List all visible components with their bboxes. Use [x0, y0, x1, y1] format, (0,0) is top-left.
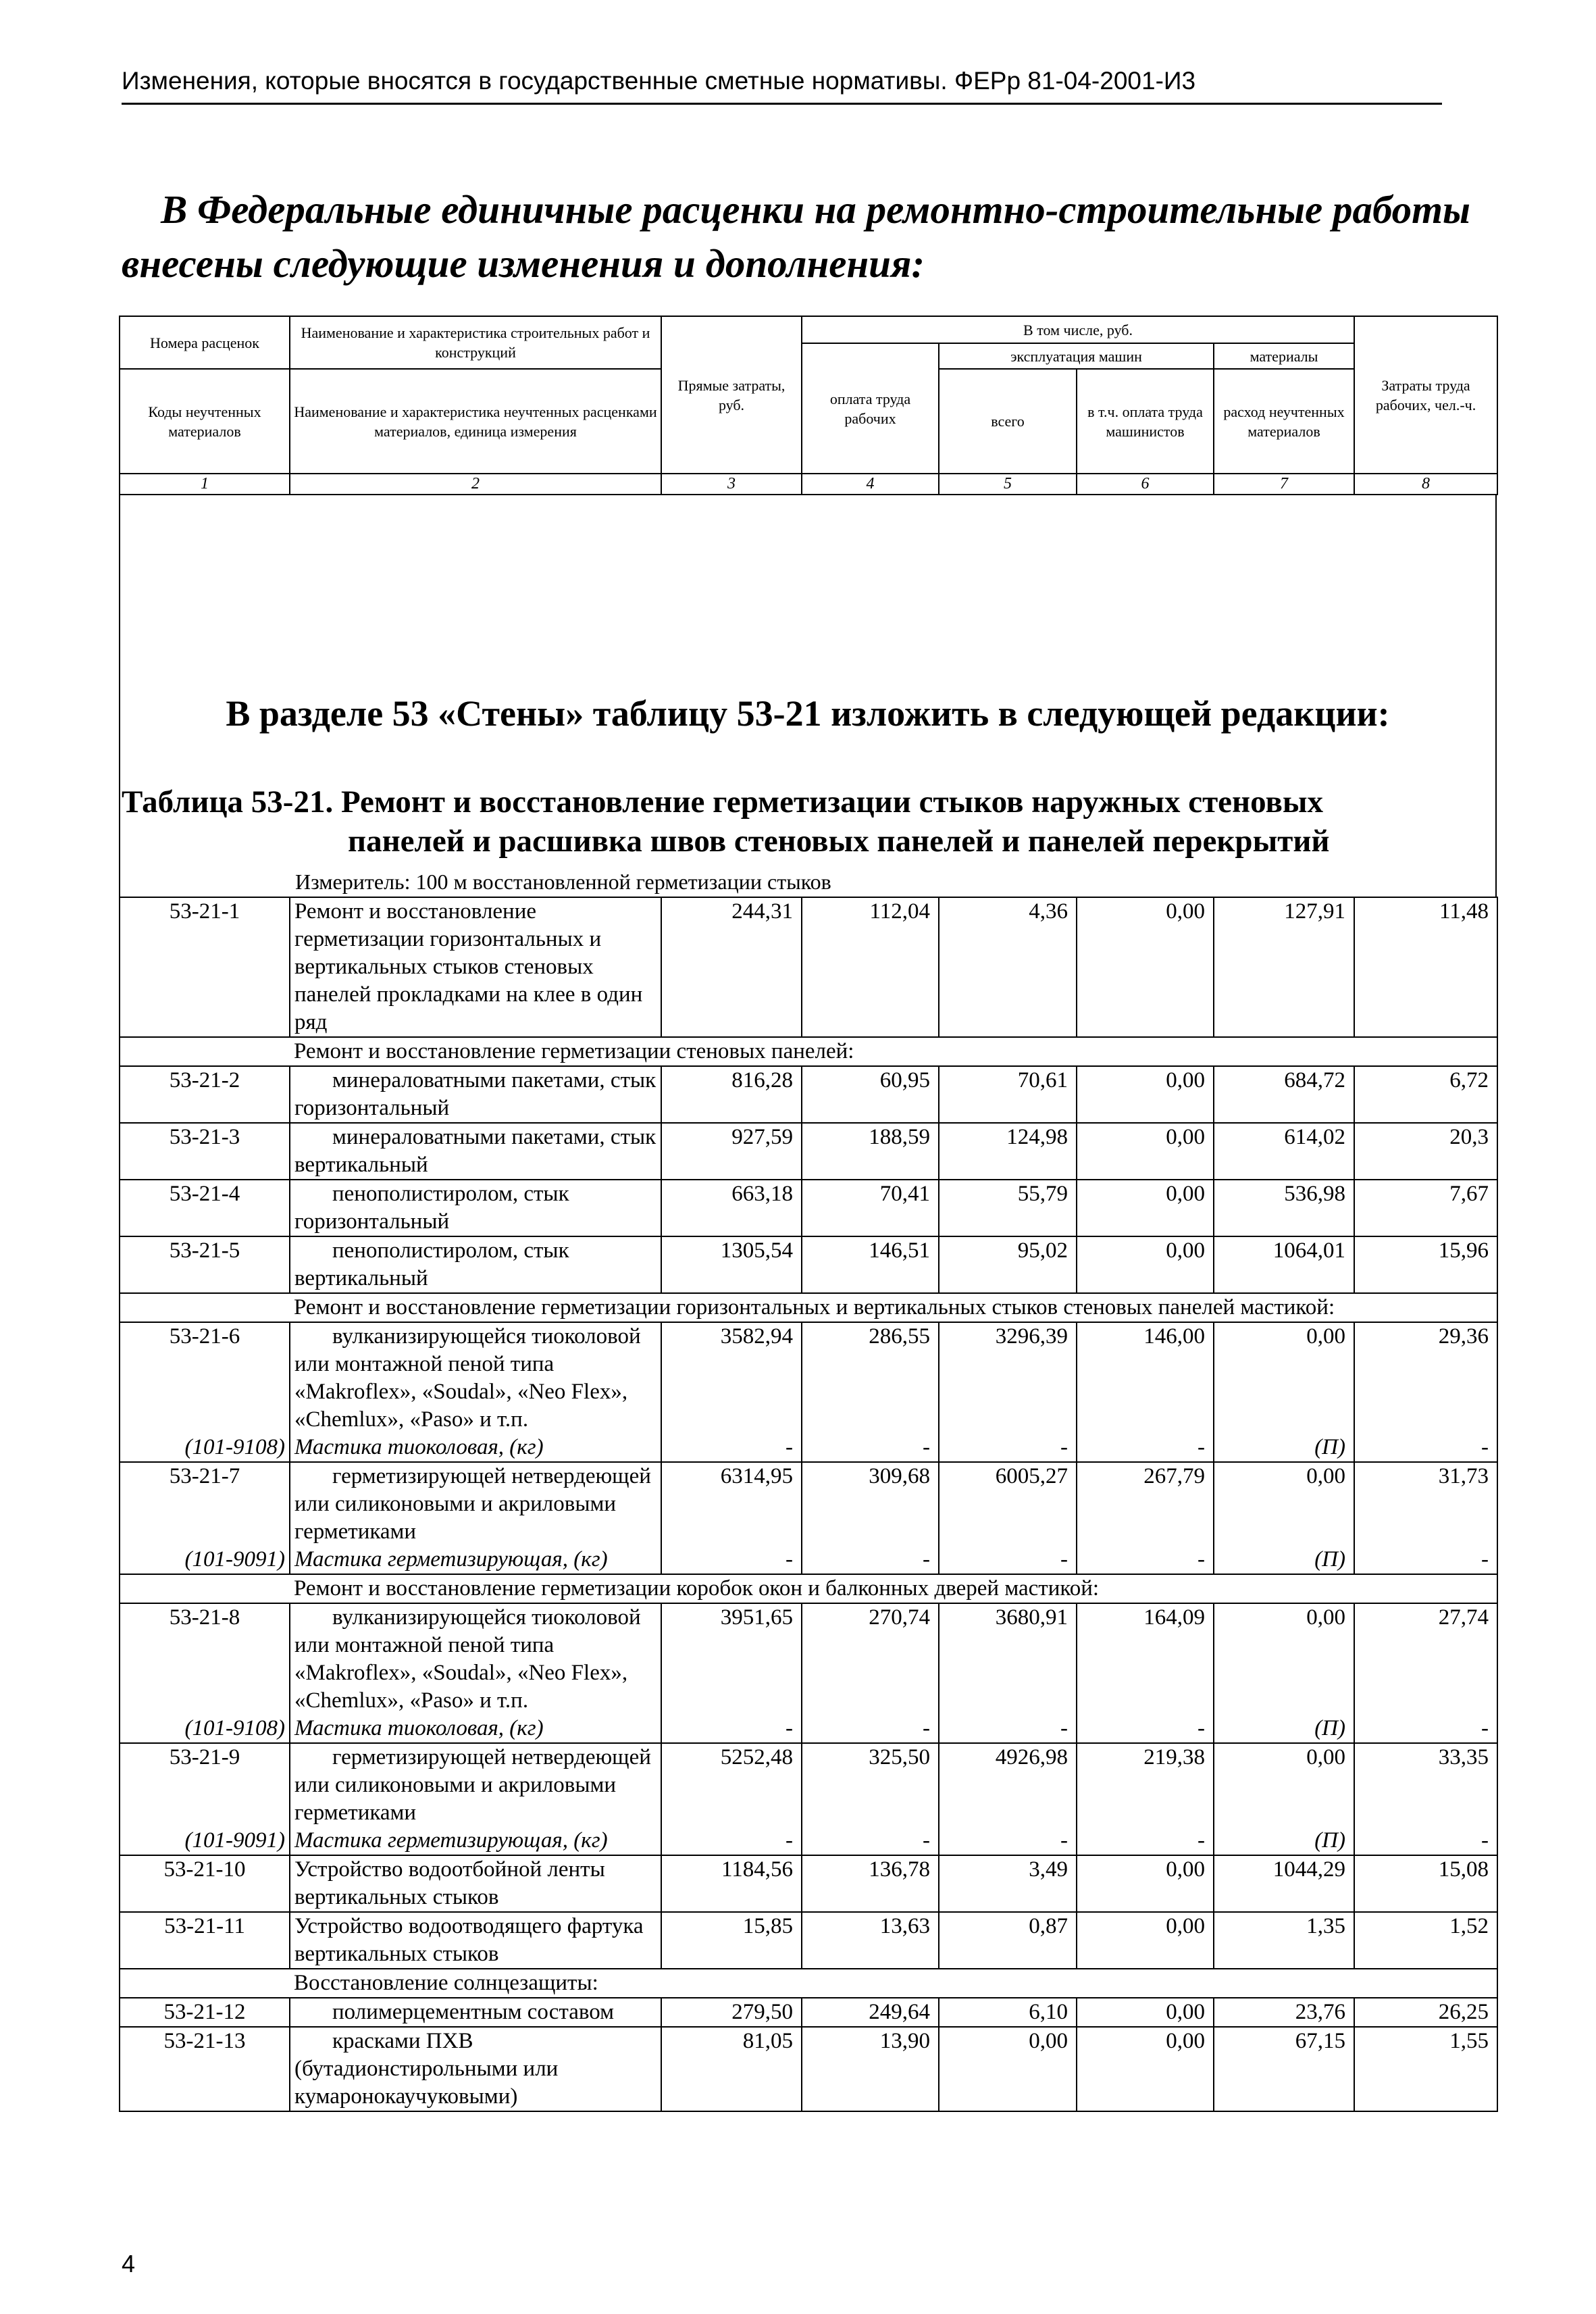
header-material-names: Наименование и характеристика неучтенных расценками материалов, единица измерения — [290, 369, 661, 474]
labor-hours: 33,35 — [1354, 1743, 1497, 1827]
group-heading: Восстановление солнцезащиты: — [290, 1969, 1497, 1998]
machines-total: 6,10 — [939, 1998, 1077, 2027]
rate-name — [290, 1066, 661, 1123]
column-header-table — [119, 316, 1498, 495]
worker-pay: 13,63 — [802, 1912, 939, 1969]
material-name — [290, 1434, 661, 1462]
group-heading: Ремонт и восстановление герметизации горизонтальных и вертикальных стыков стеновых панелей мастикой: — [290, 1293, 1497, 1322]
operator-pay: 0,00 — [1077, 1912, 1214, 1969]
rate-name — [290, 1998, 661, 2027]
material-code-text: (101-9108) — [184, 1716, 285, 1740]
table-title — [122, 782, 1493, 861]
operator-pay: 0,00 — [1077, 2027, 1214, 2111]
table-row — [120, 1322, 1497, 1434]
material-value: - — [1077, 1546, 1214, 1574]
table-row — [120, 1998, 1497, 2027]
table-row — [120, 1743, 1497, 1827]
operator-pay: 0,00 — [1077, 1066, 1214, 1123]
material-name-text: Мастика герметизирующая, (кг) — [294, 1828, 608, 1853]
material-name — [290, 1546, 661, 1574]
header-operator-pay: в т.ч. оплата труда машинистов — [1077, 369, 1214, 474]
document-title-line-2: внесены следующие изменения и дополнения: — [122, 241, 925, 286]
worker-pay: 146,51 — [802, 1236, 939, 1293]
header-direct-costs: Прямые затраты, руб. — [661, 316, 802, 474]
header-including: В том числе, руб. — [802, 316, 1354, 343]
column-number: 1 — [120, 474, 290, 495]
group-code-cell — [120, 1293, 290, 1322]
header-labor-costs: Затраты труда рабочих, чел.-ч. — [1354, 316, 1497, 474]
rate-name-text: полимерцементным составом — [332, 2000, 614, 2024]
material-value — [1214, 1827, 1354, 1855]
table-row — [120, 1912, 1497, 1969]
materials: 1,35 — [1214, 1912, 1354, 1969]
material-value: - — [661, 1546, 802, 1574]
rate-name — [290, 1180, 661, 1236]
material-value: - — [939, 1434, 1077, 1462]
material-usage-mark: (П) — [1314, 1716, 1345, 1740]
worker-pay: 13,90 — [802, 2027, 939, 2111]
operator-pay: 0,00 — [1077, 897, 1214, 1037]
material-name-text: Мастика тиоколовая, (кг) — [294, 1435, 544, 1459]
rate-code: 53-21-2 — [120, 1066, 290, 1123]
measurement-unit: Измеритель: 100 м восстановленной герметизации стыков — [295, 870, 831, 894]
rate-code: 53-21-8 — [120, 1603, 290, 1715]
direct-costs: 3951,65 — [661, 1603, 802, 1715]
rate-code: 53-21-4 — [120, 1180, 290, 1236]
column-number: 6 — [1077, 474, 1214, 495]
page-number: 4 — [122, 2250, 136, 2278]
material-value: - — [939, 1546, 1077, 1574]
materials: 684,72 — [1214, 1066, 1354, 1123]
labor-hours: 7,67 — [1354, 1180, 1497, 1236]
rate-name — [290, 1743, 661, 1827]
rate-name — [290, 1462, 661, 1546]
table-row — [120, 1066, 1497, 1123]
direct-costs: 663,18 — [661, 1180, 802, 1236]
direct-costs: 816,28 — [661, 1066, 802, 1123]
group-heading: Ремонт и восстановление герметизации стеновых панелей: — [290, 1037, 1497, 1066]
header-work-name: Наименование и характеристика строительных работ и конструкций — [290, 316, 661, 369]
material-code — [120, 1715, 290, 1743]
rate-code: 53-21-3 — [120, 1123, 290, 1180]
rate-code: 53-21-9 — [120, 1743, 290, 1827]
material-value: - — [1354, 1715, 1497, 1743]
table-row — [120, 1180, 1497, 1236]
material-value — [1214, 1546, 1354, 1574]
rate-code: 53-21-11 — [120, 1912, 290, 1969]
header-machines: эксплуатация машин — [939, 343, 1214, 369]
operator-pay: 267,79 — [1077, 1462, 1214, 1546]
group-code-cell — [120, 1969, 290, 1998]
direct-costs: 5252,48 — [661, 1743, 802, 1827]
direct-costs: 1184,56 — [661, 1855, 802, 1912]
rate-code: 53-21-1 — [120, 897, 290, 1037]
material-value: - — [1077, 1827, 1214, 1855]
direct-costs: 1305,54 — [661, 1236, 802, 1293]
column-number: 7 — [1214, 474, 1354, 495]
table-row — [120, 1603, 1497, 1715]
group-row — [120, 1969, 1497, 1998]
column-number: 4 — [802, 474, 939, 495]
group-heading: Ремонт и восстановление герметизации коробок окон и балконных дверей мастикой: — [290, 1574, 1497, 1603]
material-code-text: (101-9108) — [184, 1435, 285, 1459]
machines-total: 3,49 — [939, 1855, 1077, 1912]
labor-hours: 1,52 — [1354, 1912, 1497, 1969]
machines-total: 70,61 — [939, 1066, 1077, 1123]
table-row — [120, 897, 1497, 1037]
direct-costs: 81,05 — [661, 2027, 802, 2111]
material-value: - — [802, 1715, 939, 1743]
table-row — [120, 2027, 1497, 2111]
material-value: - — [1077, 1715, 1214, 1743]
material-value — [1214, 1434, 1354, 1462]
material-value: - — [802, 1434, 939, 1462]
material-value: - — [661, 1434, 802, 1462]
machines-total: 4,36 — [939, 897, 1077, 1037]
header-worker-pay: оплата труда рабочих — [802, 343, 939, 474]
direct-costs: 6314,95 — [661, 1462, 802, 1546]
machines-total: 55,79 — [939, 1180, 1077, 1236]
machines-total: 0,87 — [939, 1912, 1077, 1969]
direct-costs: 927,59 — [661, 1123, 802, 1180]
material-value: - — [661, 1827, 802, 1855]
header-rate-numbers: Номера расценок — [120, 316, 290, 369]
header-materials: материалы — [1214, 343, 1354, 369]
table-title-line-2: панелей и расшивка швов стеновых панелей и панелей перекрытий — [348, 824, 1330, 859]
rate-name — [290, 1322, 661, 1434]
rate-name-text: красками ПХВ (бутадионстирольными или кумаронокаучуковыми) — [294, 2029, 559, 2109]
machines-total: 4926,98 — [939, 1743, 1077, 1827]
material-code-text: (101-9091) — [184, 1828, 285, 1853]
machines-total: 6005,27 — [939, 1462, 1077, 1546]
material-row — [120, 1715, 1497, 1743]
worker-pay: 70,41 — [802, 1180, 939, 1236]
material-row — [120, 1546, 1497, 1574]
material-code — [120, 1546, 290, 1574]
materials: 0,00 — [1214, 1322, 1354, 1434]
materials: 127,91 — [1214, 897, 1354, 1037]
table-title-line-1: Таблица 53-21. Ремонт и восстановление герметизации стыков наружных стеновых — [122, 784, 1324, 820]
material-value: - — [1354, 1546, 1497, 1574]
material-value: - — [1077, 1434, 1214, 1462]
material-name — [290, 1715, 661, 1743]
material-code — [120, 1827, 290, 1855]
rate-code: 53-21-12 — [120, 1998, 290, 2027]
table-row — [120, 1855, 1497, 1912]
worker-pay: 309,68 — [802, 1462, 939, 1546]
operator-pay: 0,00 — [1077, 1855, 1214, 1912]
machines-total: 95,02 — [939, 1236, 1077, 1293]
machines-total: 3296,39 — [939, 1322, 1077, 1434]
column-number: 5 — [939, 474, 1077, 495]
operator-pay: 0,00 — [1077, 1236, 1214, 1293]
table-row — [120, 1123, 1497, 1180]
rate-name — [290, 1236, 661, 1293]
materials: 0,00 — [1214, 1603, 1354, 1715]
rate-name — [290, 1123, 661, 1180]
rate-name-text: герметизирующей нетвердеющей или силиконовыми и акриловыми герметиками — [294, 1745, 651, 1825]
running-header: Изменения, которые вносятся в государственные сметные нормативы. ФЕРр 81-04-2001-И3 — [122, 65, 1442, 105]
materials: 614,02 — [1214, 1123, 1354, 1180]
rate-name: Устройство водоотбойной ленты вертикальных стыков — [290, 1855, 661, 1912]
material-name-text: Мастика герметизирующая, (кг) — [294, 1547, 608, 1571]
material-value: - — [802, 1827, 939, 1855]
worker-pay: 112,04 — [802, 897, 939, 1037]
rate-name-text: минераловатными пакетами, стык вертикальный — [294, 1125, 657, 1177]
machines-total: 3680,91 — [939, 1603, 1077, 1715]
header-material-codes: Коды неучтенных материалов — [120, 369, 290, 474]
worker-pay: 249,64 — [802, 1998, 939, 2027]
direct-costs: 15,85 — [661, 1912, 802, 1969]
operator-pay: 0,00 — [1077, 1180, 1214, 1236]
material-value: - — [939, 1827, 1077, 1855]
rate-name-text: вулканизирующейся тиоколовой или монтажной пеной типа «Makroflex», «Soudal», «Neo Flex», «Chemlux», «Paso» и т.п. — [294, 1324, 641, 1432]
header-machines-total: всего — [939, 369, 1077, 474]
rate-name — [290, 1603, 661, 1715]
rate-code: 53-21-5 — [120, 1236, 290, 1293]
group-code-cell — [120, 1037, 290, 1066]
materials: 67,15 — [1214, 2027, 1354, 2111]
materials: 536,98 — [1214, 1180, 1354, 1236]
rate-name-text: пенополистиролом, стык горизонтальный — [294, 1182, 569, 1234]
rates-table — [119, 897, 1498, 2112]
materials: 23,76 — [1214, 1998, 1354, 2027]
rate-code: 53-21-10 — [120, 1855, 290, 1912]
direct-costs: 244,31 — [661, 897, 802, 1037]
machines-total: 0,00 — [939, 2027, 1077, 2111]
material-name — [290, 1827, 661, 1855]
direct-costs: 279,50 — [661, 1998, 802, 2027]
material-row — [120, 1827, 1497, 1855]
labor-hours: 6,72 — [1354, 1066, 1497, 1123]
rate-name — [290, 2027, 661, 2111]
labor-hours: 31,73 — [1354, 1462, 1497, 1546]
rate-name: Устройство водоотводящего фартука вертикальных стыков — [290, 1912, 661, 1969]
materials: 0,00 — [1214, 1743, 1354, 1827]
labor-hours: 15,08 — [1354, 1855, 1497, 1912]
column-number: 2 — [290, 474, 661, 495]
rate-name-text: минераловатными пакетами, стык горизонтальный — [294, 1068, 657, 1120]
rate-name-text: пенополистиролом, стык вертикальный — [294, 1238, 569, 1290]
rate-code: 53-21-13 — [120, 2027, 290, 2111]
operator-pay: 219,38 — [1077, 1743, 1214, 1827]
direct-costs: 3582,94 — [661, 1322, 802, 1434]
operator-pay: 0,00 — [1077, 1123, 1214, 1180]
section-heading: В разделе 53 «Стены» таблицу 53-21 изложить в следующей редакции: — [226, 693, 1390, 734]
labor-hours: 27,74 — [1354, 1603, 1497, 1715]
header-material-usage: расход неучтенных материалов — [1214, 369, 1354, 474]
material-value: - — [1354, 1827, 1497, 1855]
material-value: - — [1354, 1434, 1497, 1462]
column-number: 8 — [1354, 474, 1497, 495]
machines-total: 124,98 — [939, 1123, 1077, 1180]
group-row — [120, 1293, 1497, 1322]
rate-name-text: вулканизирующейся тиоколовой или монтажной пеной типа «Makroflex», «Soudal», «Neo Flex», «Chemlux», «Paso» и т.п. — [294, 1605, 641, 1713]
operator-pay: 146,00 — [1077, 1322, 1214, 1434]
rate-name: Ремонт и восстановление герметизации горизонтальных и вертикальных стыков стеновых панелей прокладками на клее в один ряд — [290, 897, 661, 1037]
operator-pay: 0,00 — [1077, 1998, 1214, 2027]
material-code-text: (101-9091) — [184, 1547, 285, 1571]
material-usage-mark: (П) — [1314, 1547, 1345, 1571]
document-title — [122, 182, 1486, 291]
operator-pay: 164,09 — [1077, 1603, 1214, 1715]
labor-hours: 29,36 — [1354, 1322, 1497, 1434]
table-row — [120, 1462, 1497, 1546]
material-name-text: Мастика тиоколовая, (кг) — [294, 1716, 544, 1740]
labor-hours: 11,48 — [1354, 897, 1497, 1037]
group-code-cell — [120, 1574, 290, 1603]
labor-hours: 20,3 — [1354, 1123, 1497, 1180]
materials: 1064,01 — [1214, 1236, 1354, 1293]
materials: 1044,29 — [1214, 1855, 1354, 1912]
worker-pay: 60,95 — [802, 1066, 939, 1123]
table-row — [120, 1236, 1497, 1293]
material-value: - — [939, 1715, 1077, 1743]
worker-pay: 286,55 — [802, 1322, 939, 1434]
worker-pay: 270,74 — [802, 1603, 939, 1715]
material-value: - — [661, 1715, 802, 1743]
document-title-line-1: В Федеральные единичные расценки на ремонтно-строительные работы — [161, 187, 1470, 232]
material-value: - — [802, 1546, 939, 1574]
material-row — [120, 1434, 1497, 1462]
material-code — [120, 1434, 290, 1462]
worker-pay: 325,50 — [802, 1743, 939, 1827]
worker-pay: 188,59 — [802, 1123, 939, 1180]
labor-hours: 26,25 — [1354, 1998, 1497, 2027]
labor-hours: 1,55 — [1354, 2027, 1497, 2111]
worker-pay: 136,78 — [802, 1855, 939, 1912]
rate-name-text: герметизирующей нетвердеющей или силиконовыми и акриловыми герметиками — [294, 1464, 651, 1544]
materials: 0,00 — [1214, 1462, 1354, 1546]
material-usage-mark: (П) — [1314, 1435, 1345, 1459]
rate-code: 53-21-6 — [120, 1322, 290, 1434]
column-number: 3 — [661, 474, 802, 495]
group-row — [120, 1037, 1497, 1066]
material-value — [1214, 1715, 1354, 1743]
material-usage-mark: (П) — [1314, 1828, 1345, 1853]
rate-code: 53-21-7 — [120, 1462, 290, 1546]
group-row — [120, 1574, 1497, 1603]
labor-hours: 15,96 — [1354, 1236, 1497, 1293]
